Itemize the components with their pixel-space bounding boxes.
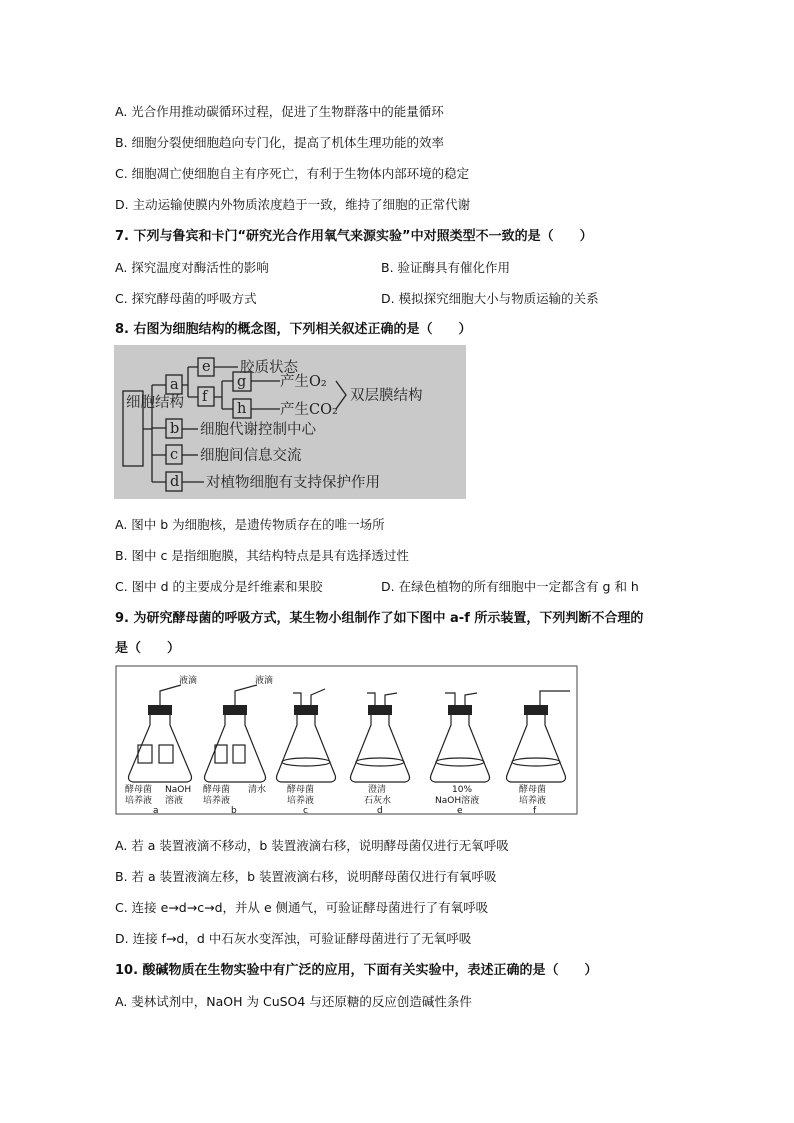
b-description: 细胞代谢控制中心 (200, 422, 316, 438)
svg-text:石灰水: 石灰水 (364, 796, 392, 806)
drop-label-b: 液滴 (255, 676, 274, 686)
q8-option-c: C. 图中 d 的主要成分是纤维素和果胶 (115, 579, 323, 594)
q8-option-a: A. 图中 b 为细胞核，是遗传物质存在的唯一场所 (115, 517, 385, 532)
svg-text:培养液: 培养液 (287, 796, 315, 806)
flask-a (125, 674, 197, 815)
q8-option-d: D. 在绿色植物的所有细胞中一定都含有 g 和 h (381, 579, 639, 594)
q7-option-a: A. 探究温度对酶活性的影响 (115, 260, 269, 275)
svg-text:e: e (457, 806, 463, 815)
gh-description: 双层膜结构 (350, 388, 423, 404)
q9-option-c: C. 连接 e→d→c→d，并从 e 侧通气，可验证酵母菌进行了有氧呼吸 (115, 900, 489, 915)
svg-text:f: f (533, 806, 537, 815)
cell-structure-concept-map (114, 345, 466, 499)
q7-option-b: B. 验证酶具有催化作用 (381, 260, 511, 275)
svg-text:溶液: 溶液 (165, 796, 184, 806)
label-d: d (170, 474, 180, 490)
label-f: f (202, 389, 208, 405)
flask-d (351, 693, 410, 815)
h-description: 产生CO₂ (280, 402, 338, 418)
label-a: a (170, 377, 179, 393)
svg-text:NaOH: NaOH (165, 785, 192, 795)
q10-option-a: A. 斐林试剂中，NaOH 为 CuSO4 与还原糖的反应创造碱性条件 (115, 994, 472, 1009)
label-h: h (237, 401, 247, 417)
q9-option-a: A. 若 a 装置液滴不移动，b 装置液滴右移，说明酵母菌仅进行无氧呼吸 (115, 838, 509, 853)
line-option-a: A. 光合作用推动碳循环过程，促进了生物群落中的能量循环 (115, 104, 444, 119)
line-option-d: D. 主动运输使膜内外物质浓度趋于一致，维持了细胞的正常代谢 (115, 197, 471, 212)
question-8: 8. 右图为细胞结构的概念图，下列相关叙述正确的是（ ） (115, 322, 472, 337)
line-option-b: B. 细胞分裂使细胞趋向专门化，提高了机体生理功能的效率 (115, 135, 445, 150)
svg-text:a: a (153, 806, 159, 815)
svg-text:b: b (231, 806, 237, 815)
svg-text:NaOH溶液: NaOH溶液 (435, 796, 480, 806)
svg-text:10%: 10% (452, 785, 473, 795)
q7-option-c: C. 探究酵母菌的呼吸方式 (115, 291, 257, 306)
q9-option-d: D. 连接 f→d，d 中石灰水变浑浊，可验证酵母菌进行了无氧呼吸 (115, 931, 472, 946)
flask-e (431, 693, 490, 815)
svg-text:培养液: 培养液 (203, 796, 231, 806)
svg-text:酵母菌: 酵母菌 (519, 785, 547, 795)
question-10: 10. 酸碱物质在生物实验中有广泛的应用，下面有关实验中，表述正确的是（ ） (115, 963, 598, 978)
d-description: 对植物细胞有支持保护作用 (206, 475, 380, 491)
svg-text:酵母菌: 酵母菌 (203, 785, 231, 795)
svg-text:澄清: 澄清 (368, 785, 387, 795)
label-g: g (237, 374, 247, 390)
svg-text:酵母菌: 酵母菌 (125, 785, 153, 795)
flask-f (507, 691, 571, 815)
flask-c (277, 689, 336, 815)
question-9: 9. 为研究酵母菌的呼吸方式，某生物小组制作了如下图中 a-f 所示装置，下列判断不合理的 (115, 611, 644, 626)
svg-text:c: c (303, 806, 308, 815)
yeast-respiration-apparatus (115, 665, 578, 815)
line-option-c: C. 细胞凋亡使细胞自主有序死亡，有利于生物体内部环境的稳定 (115, 166, 470, 181)
flask-b (203, 674, 273, 815)
question-9-cont: 是（ ） (115, 641, 181, 656)
svg-text:d: d (377, 806, 383, 815)
label-e: e (202, 359, 211, 375)
c-description: 细胞间信息交流 (200, 448, 302, 464)
root-label: 细胞结构 (126, 395, 184, 411)
g-description: 产生O₂ (280, 374, 327, 390)
drop-label-a: 液滴 (179, 676, 198, 686)
label-c: c (170, 447, 179, 463)
svg-text:培养液: 培养液 (519, 796, 547, 806)
svg-text:培养液: 培养液 (125, 796, 153, 806)
question-7: 7. 下列与鲁宾和卡门“研究光合作用氧气来源实验”中对照类型不一致的是（ ） (115, 229, 593, 244)
svg-text:清水: 清水 (248, 785, 267, 795)
q7-option-d: D. 模拟探究细胞大小与物质运输的关系 (381, 291, 599, 306)
e-description: 胶质状态 (240, 360, 298, 376)
label-b: b (170, 421, 180, 437)
svg-text:酵母菌: 酵母菌 (287, 785, 315, 795)
q9-option-b: B. 若 a 装置液滴左移，b 装置液滴右移，说明酵母菌仅进行有氧呼吸 (115, 869, 497, 884)
q8-option-b: B. 图中 c 是指细胞膜，其结构特点是具有选择透过性 (115, 548, 409, 563)
